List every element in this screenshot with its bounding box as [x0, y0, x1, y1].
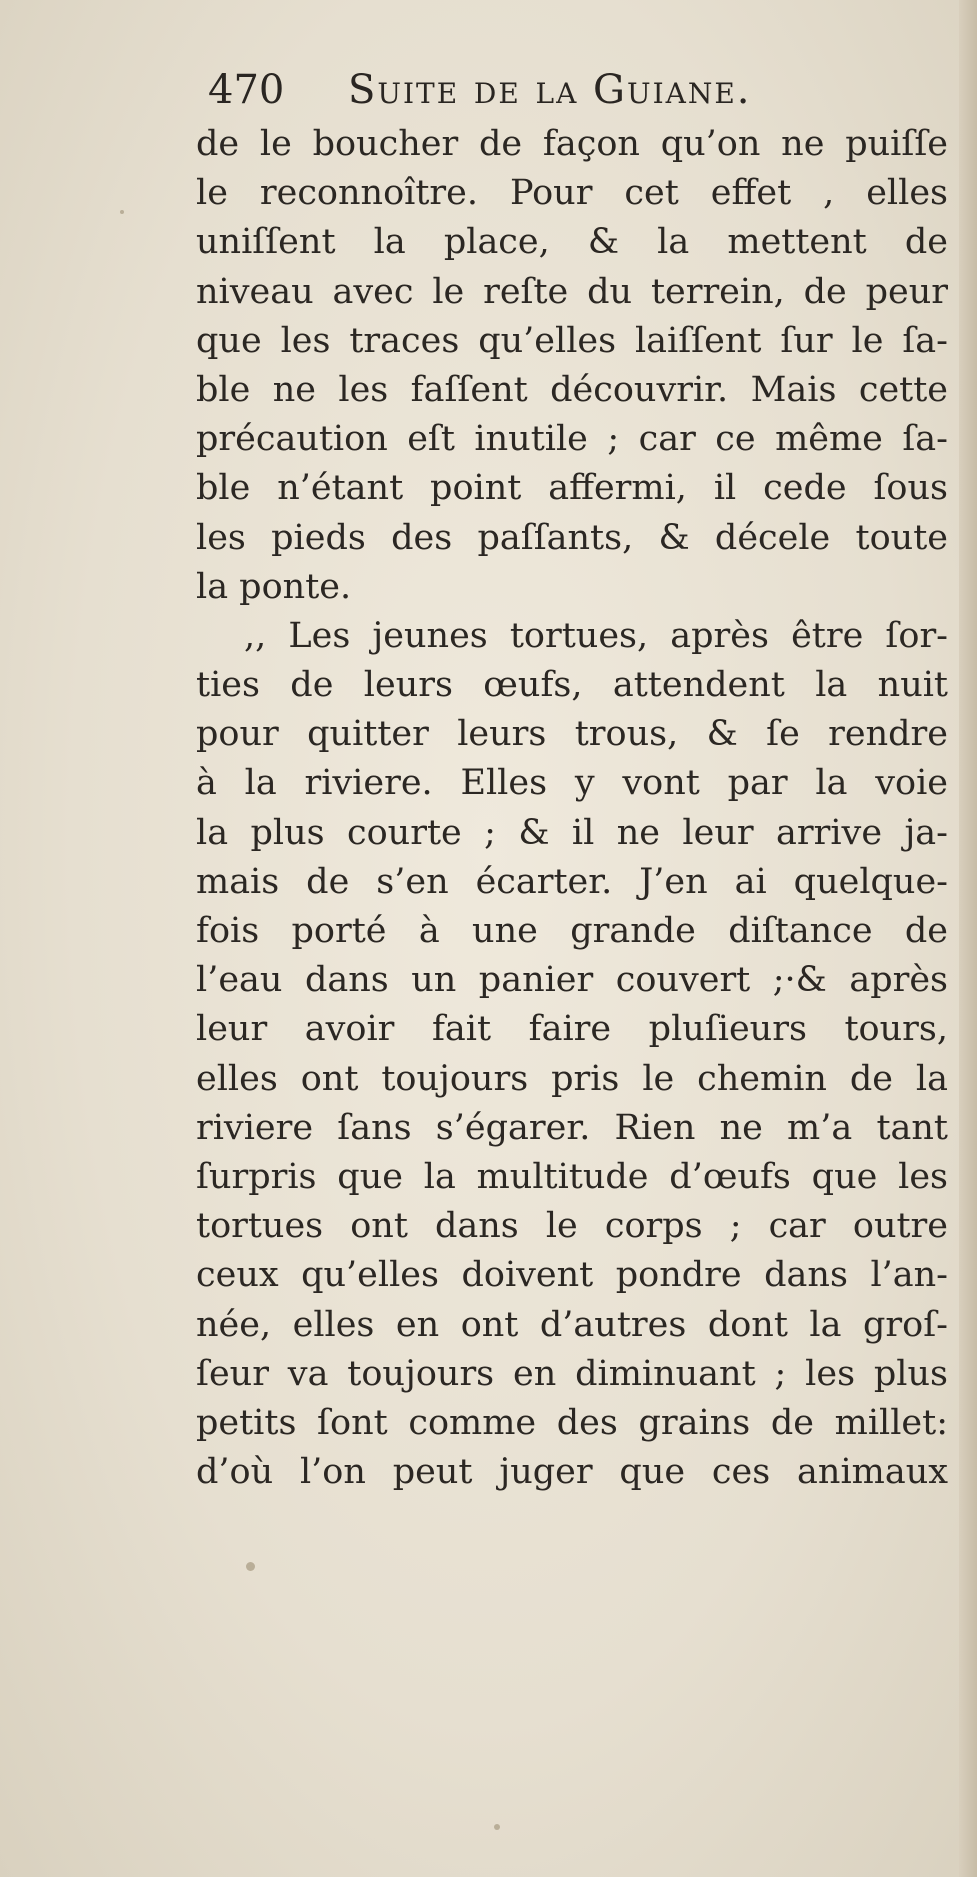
text-line: ties de leurs œufs, attendent la nuit [196, 665, 948, 706]
text-line: niveau avec le reſte du terrein, de peur [196, 271, 948, 312]
text-line: précaution eſt inutile ; car ce même ſa- [196, 419, 948, 460]
text-line: ceux qu’elles doivent pondre dans l’an- [196, 1255, 948, 1296]
text-line: l’eau dans un panier couvert ;·& après [196, 960, 948, 1001]
text-line: ble n’étant point affermi, il cede ſous [196, 468, 948, 509]
text-line: la plus courte ; & il ne leur arrive ja- [196, 812, 948, 853]
text-line: ,, Les jeunes tortues, après être ſor- [244, 615, 948, 656]
text-line: uniſſent la place, & la mettent de [196, 222, 948, 263]
text-line: elles ont toujours pris le chemin de la [196, 1058, 948, 1099]
text-line: petits ſont comme des grains de millet: [196, 1402, 948, 1443]
page-edge [959, 0, 977, 1877]
paper-speck [120, 210, 124, 214]
paper-speck [246, 1562, 255, 1571]
body-text [196, 120, 948, 1497]
page-number: 470 [208, 67, 285, 113]
text-line: leur avoir fait faire pluſieurs tours, [196, 1009, 948, 1050]
text-line: les pieds des paſſants, & décele toute [196, 517, 948, 558]
text-line: ſurpris que la multitude d’œufs que les [196, 1156, 948, 1197]
text-line: pour quitter leurs trous, & ſe rendre [196, 714, 948, 755]
text-line: riviere ſans s’égarer. Rien ne m’a tant [196, 1107, 948, 1148]
text-line: que les traces qu’elles laiſſent ſur le ſa- [196, 320, 948, 361]
text-line: de le boucher de façon qu’on ne puiſſe [196, 124, 948, 164]
text-line: ſeur va toujours en diminuant ; les plus [196, 1353, 948, 1394]
text-line: le reconnoître. Pour cet effet , elles [196, 173, 948, 214]
text-line: fois porté à une grande diſtance de [196, 911, 948, 951]
running-head: Suite de la Guiane. [348, 67, 752, 113]
text-line: tortues ont dans le corps ; car outre [196, 1206, 948, 1247]
page-header [208, 60, 948, 120]
text-line: mais de s’en écarter. J’en ai quelque- [196, 861, 948, 902]
paper-speck [494, 1824, 500, 1830]
text-line: la ponte. [196, 566, 352, 607]
text-line: née, elles en ont d’autres dont la groſ- [196, 1304, 948, 1345]
text-line: à la riviere. Elles y vont par la voie [196, 763, 948, 804]
text-line: d’où l’on peut juger que ces animaux [196, 1452, 948, 1493]
text-line: ble ne les faſſent découvrir. Mais cette [196, 369, 948, 410]
